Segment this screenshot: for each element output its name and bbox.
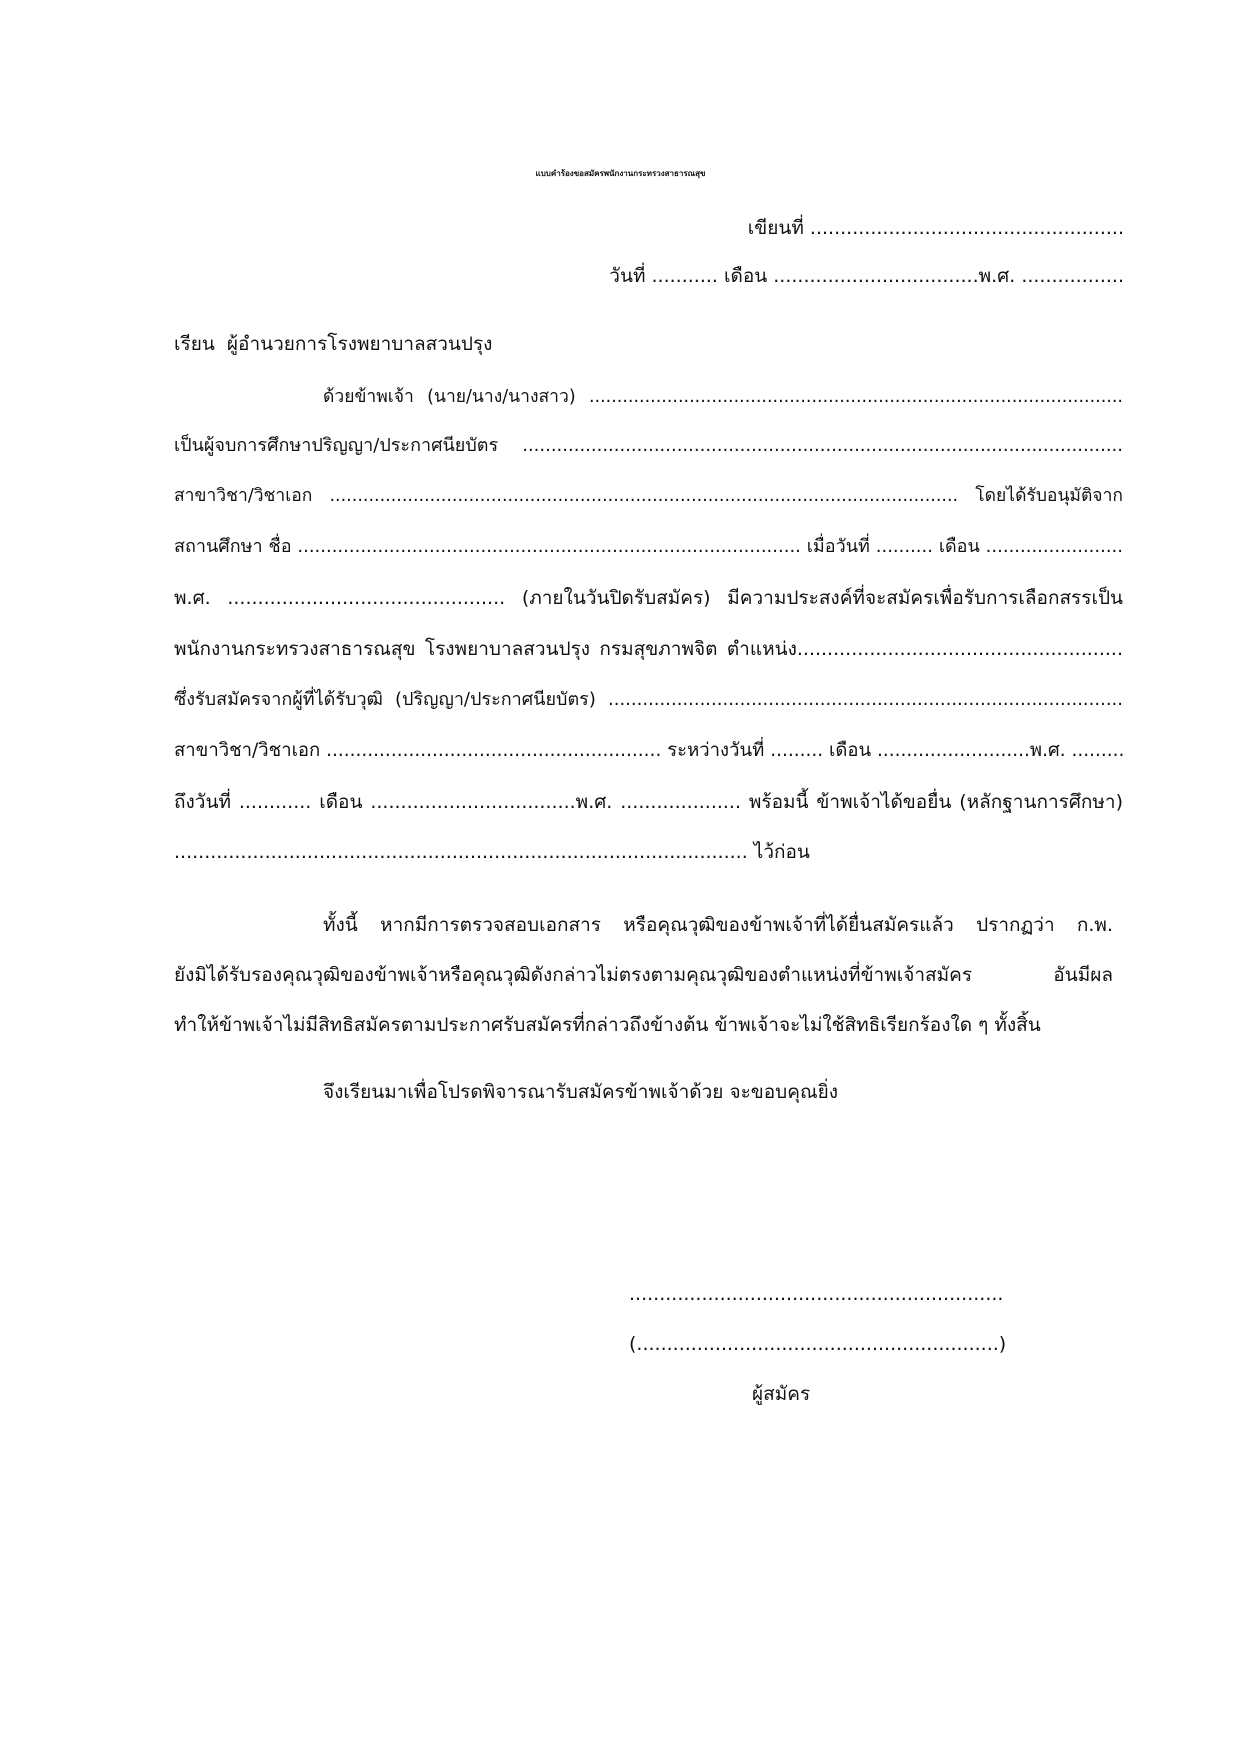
body-line-6: พนักงานกระทรวงสาธารณสุข โรงพยาบาลสวนปรุง กรมสุขภาพจิต ตำแหน่ง......................................................	[174, 638, 1123, 660]
paragraph2-line-3: ทำให้ข้าพเจ้าไม่มีสิทธิสมัครตามประกาศรับสมัครที่กล่าวถึงข้างต้น ข้าพเจ้าจะไม่ใช้สิทธิเรียกร้องใด ๆ ทั้งสิ้น	[174, 1014, 1041, 1036]
signature-line: ..............................................................	[629, 1283, 1004, 1305]
body-line-5: พ.ศ. .............................................. (ภายในวันปิดรับสมัคร) มีความประสงค์ที่จะสมัครเพื่อรับการเลือกสรรเป็น	[174, 587, 1123, 609]
body-line-4: สถานศึกษา ชื่อ ........................................................................................ เมื่อวันที่ .......... เดือน ........................	[174, 536, 1123, 557]
date-line: วันที่ ........... เดือน ..................................พ.ศ. .................	[609, 265, 1124, 287]
paragraph2-line-1: ทั้งนี้ หากมีการตรวจสอบเอกสาร หรือคุณวุฒิของข้าพเจ้าที่ได้ยื่นสมัครแล้ว ปรากฏว่า ก.พ.	[323, 914, 1113, 936]
form-title: แบบคำร้องขอสมัครพนักงานกระทรวงสาธารณสุข	[535, 169, 706, 178]
closing-line: จึงเรียนมาเพื่อโปรดพิจารณารับสมัครข้าพเจ้าด้วย จะขอบคุณยิ่ง	[323, 1081, 838, 1103]
body-line-10: ............................................................................................... ไว้ก่อน	[174, 841, 810, 863]
body-line-3: สาขาวิชา/วิชาเอก ................................................................................................................. โดยได้รับอนุมัติจาก	[174, 486, 1123, 506]
body-line-7: ซึ่งรับสมัครจากผู้ที่ได้รับวุฒิ (ปริญญา/ประกาศนียบัตร) ..........................................................................................	[174, 689, 1123, 710]
body-line-9: ถึงวันที่ ............ เดือน ..................................พ.ศ. .................... พร้อมนี้ ข้าพเจ้าได้ขอยื่น (หลักฐานการศึกษา)	[174, 791, 1123, 813]
body-line-8: สาขาวิชา/วิชาเอก ......................................................... ระหว่างวันที่ ......... เดือน ..........................พ.ศ. .........	[174, 740, 1125, 761]
body-line-2: เป็นผู้จบการศึกษาปริญญา/ประกาศนียบัตร .........................................................................................................	[174, 435, 1123, 456]
signature-role: ผู้สมัคร	[752, 1383, 811, 1405]
signature-name-line: (............................................................)	[629, 1333, 1007, 1355]
salutation: เรียน ผู้อำนวยการโรงพยาบาลสวนปรุง	[174, 333, 493, 355]
paragraph2-line-2: ยังมิได้รับรองคุณวุฒิของข้าพเจ้าหรือคุณวุฒิดังกล่าวไม่ตรงตามคุณวุฒิของตำแหน่งที่ข้าพเจ้าสมัคร อันมีผล	[174, 964, 1113, 986]
written-at-line: เขียนที่ ....................................................	[747, 217, 1124, 239]
body-line-1: ด้วยข้าพเจ้า (นาย/นาง/นางสาว) ................................................................................................	[323, 387, 1123, 407]
